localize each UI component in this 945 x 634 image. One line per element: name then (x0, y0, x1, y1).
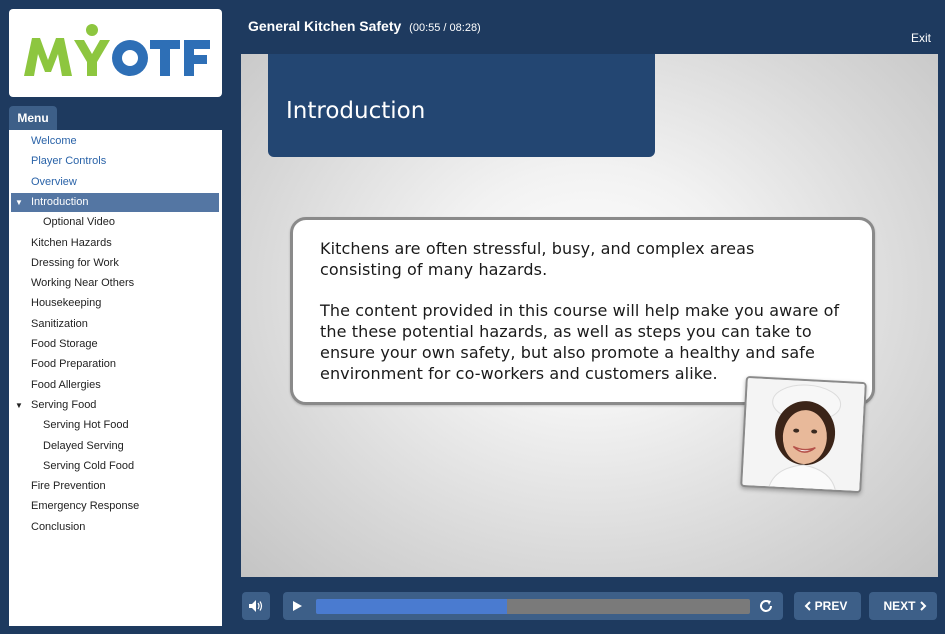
menu-item-label: Housekeeping (31, 297, 102, 310)
menu-item[interactable] (9, 457, 222, 476)
menu-item-label: Serving Cold Food (43, 459, 135, 472)
logo-image (18, 18, 214, 88)
menu-item[interactable] (9, 213, 222, 232)
course-timer: (00:55 / 08:28) (409, 22, 481, 34)
caret-down-icon[interactable]: ▼ (15, 400, 23, 410)
brand-logo (9, 9, 222, 97)
menu-item-label: Food Preparation (31, 358, 116, 371)
volume-button[interactable] (242, 592, 270, 620)
menu-item[interactable] (9, 396, 222, 415)
menu-item-label: Fire Prevention (31, 480, 106, 493)
menu-item[interactable] (9, 132, 222, 151)
chevron-left-icon (804, 601, 811, 611)
speaker-icon (248, 599, 264, 613)
seek-bar[interactable] (316, 599, 750, 614)
menu-item[interactable] (9, 254, 222, 273)
menu-item-label: Optional Video (43, 216, 115, 229)
menu-item[interactable] (9, 497, 222, 516)
bubble-paragraph-1: Kitchens are often stressful, busy, and complex areas consisting of many hazards. (320, 239, 755, 279)
menu-item-label: Serving Food (31, 398, 97, 411)
menu-item-label: Sanitization (31, 317, 88, 330)
prev-label: PREV (814, 599, 848, 613)
menu-item-label: Dressing for Work (31, 256, 119, 269)
menu-item[interactable] (9, 335, 222, 354)
seek-progress (316, 599, 507, 614)
course-title-text: General Kitchen Safety (248, 18, 402, 34)
slide-stage (241, 54, 938, 577)
bubble-paragraph-2: The content provided in this course will help make you aware of the these potential hazards, as well as steps you can take to ensure your own safety, but also promote a healthy and safe environment for co-workers and customers alike. (320, 301, 840, 383)
caret-down-icon[interactable]: ▼ (15, 197, 23, 207)
menu-item-label: Introduction (31, 195, 89, 208)
replay-button[interactable] (755, 596, 777, 616)
menu-item[interactable] (9, 315, 222, 334)
menu-item[interactable] (9, 234, 222, 253)
menu-item-label: Food Allergies (31, 378, 101, 391)
prev-button[interactable] (794, 592, 861, 620)
menu-item[interactable] (9, 477, 222, 496)
seek-bar-container (311, 592, 783, 620)
exit-button[interactable]: Exit (910, 31, 931, 45)
play-button[interactable] (283, 592, 311, 620)
menu-item[interactable] (9, 173, 222, 192)
menu-tab[interactable]: Menu (9, 106, 57, 130)
menu-item[interactable] (9, 355, 222, 374)
course-title (248, 18, 481, 34)
menu-item[interactable] (9, 152, 222, 171)
menu-item[interactable] (11, 193, 219, 212)
menu-item[interactable] (9, 294, 222, 313)
next-label: NEXT (883, 599, 916, 613)
menu-item-label: Conclusion (31, 520, 86, 533)
menu-panel (9, 130, 222, 626)
next-button[interactable] (869, 592, 937, 620)
menu-item[interactable] (9, 437, 222, 456)
menu-item-label: Delayed Serving (43, 439, 124, 452)
menu-item[interactable] (9, 518, 222, 537)
menu-item-label: Kitchen Hazards (31, 236, 112, 249)
speech-bubble (290, 217, 875, 405)
menu-item[interactable] (9, 376, 222, 395)
menu-item-label: Emergency Response (31, 500, 140, 513)
chevron-right-icon (920, 601, 927, 611)
menu-item-label: Serving Hot Food (43, 419, 129, 432)
chef-portrait-image (742, 378, 867, 493)
menu-item[interactable] (9, 274, 222, 293)
menu-item-label: Working Near Others (31, 277, 135, 290)
presenter-avatar (740, 376, 867, 493)
menu-item-label: Overview (31, 175, 77, 188)
slide-title: Introduction (286, 98, 426, 124)
play-icon (291, 600, 303, 612)
replay-icon (758, 598, 774, 614)
menu-item-label: Player Controls (31, 155, 107, 168)
menu-item-label: Welcome (31, 135, 77, 147)
menu-item[interactable] (9, 416, 222, 435)
menu-item-label: Food Storage (31, 338, 98, 350)
